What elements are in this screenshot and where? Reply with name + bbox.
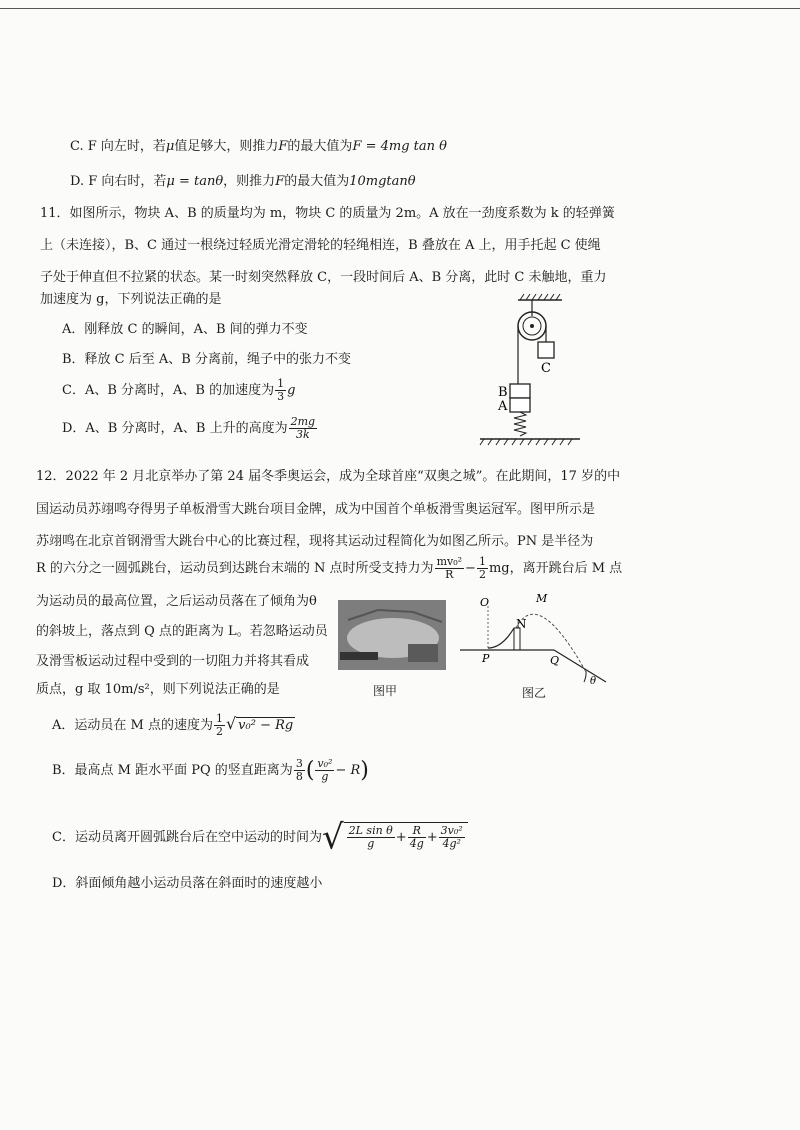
- figure-yi-caption: 图乙: [522, 686, 547, 700]
- q12-option-b: B．最高点 M 距水平面 PQ 的竖直距离为 $\frac{3}{8}$ ( $\frac{\text{v₀²}}{g}$ − R): [52, 757, 369, 783]
- ski-jump-photo-art: [338, 600, 446, 670]
- q12-option-a: A．运动员在 M 点的速度为 $\frac{1}{2}$ √ v₀² − Rg: [52, 712, 294, 738]
- theta-arc: [584, 671, 586, 682]
- slope: [554, 650, 606, 682]
- spring: [514, 412, 526, 436]
- ground-hatch: [480, 439, 572, 445]
- q12-stem-line-3: 苏翊鸣在北京首钢滑雪大跳台中心的比赛过程，现将其运动过程简化为如图乙所示。PN 是半径为: [36, 534, 594, 549]
- figure-jia-caption: 图甲: [373, 684, 398, 698]
- fraction: $\frac{1}{2}$: [478, 555, 486, 581]
- q11-option-c: C．A、B 分离时，A、B 的加速度为 $\frac{1}{3}$ g: [62, 377, 296, 403]
- q10-option-c: C. F 向左时，若μ值足够大，则推力F的最大值为F = 4mg tan θ: [70, 139, 447, 154]
- jump-platform: [514, 628, 520, 650]
- q11-option-d: D．A、B 分离时，A、B 上升的高度为 $\frac{2mg}{3k}$: [62, 415, 316, 441]
- fraction: $\frac{\text{mv₀²}}{R}$: [436, 555, 463, 581]
- q12-option-d: D．斜面倾角越小运动员落在斜面时的速度越小: [52, 876, 323, 891]
- fraction: $\frac{\text{2L sin θ}}{g}$: [348, 824, 393, 850]
- q12-stem-line-6: 的斜坡上，落点到 Q 点的距离为 L。若忽略运动员: [36, 624, 328, 639]
- q11-stem-line-1: 11．如图所示，物块 A、B 的质量均为 m，物块 C 的质量为 2m。A 放在一劲度系数为 k 的轻弹簧: [40, 206, 615, 221]
- q11-stem-line-3: 子处于伸直但不拉紧的状态。某一时刻突然释放 C，一段时间后 A、B 分离，此时 C 未触地，重力: [40, 270, 607, 285]
- label-b: B: [498, 385, 508, 400]
- block-b: [510, 384, 530, 398]
- fraction: $\frac{\text{3v₀²}}{\text{4g²}}$: [440, 824, 463, 850]
- q12-option-c: C．运动员离开圆弧跳台后在空中运动的时间为√ $\frac{\text{2L sin θ}}{g}$ + $\frac{R}{4g}$ + $\frac{\text{3v₀²}}{\text{4g²}}$: [52, 822, 468, 853]
- label-p: P: [482, 652, 490, 665]
- q12-stem-line-1: 12．2022 年 2 月北京举办了第 24 届冬季奥运会，成为全球首座“双奥之城”。在此期间，17 岁的中: [36, 469, 621, 484]
- label-c: C: [541, 361, 551, 376]
- fraction: $\frac{2mg}{3k}$: [290, 415, 316, 441]
- page-top-border: [0, 8, 800, 9]
- fraction: $\frac{\text{v₀²}}{g}$: [317, 757, 333, 783]
- q11-stem-line-2: 上（未连接），B、C 通过一根绕过轻质光滑定滑轮的轻绳相连，B 叠放在 A 上，用手托起 C 使绳: [40, 238, 601, 253]
- pulley-axle: [530, 324, 534, 328]
- q12-stem-line-2: 国运动员苏翊鸣夺得男子单板滑雪大跳台项目金牌，成为中国首个单板滑雪奥运冠军。图甲所示是: [36, 502, 596, 517]
- q11-option-b: B．释放 C 后至 A、B 分离前，绳子中的张力不变: [62, 352, 351, 367]
- fraction: $\frac{R}{4g}$: [409, 824, 424, 850]
- q11-stem-line-4: 加速度为 g，下列说法正确的是: [40, 292, 222, 307]
- q10-option-d: D. F 向右时，若μ = tanθ，则推力F的最大值为10mgtanθ: [70, 174, 416, 189]
- block-c: [538, 342, 554, 358]
- label-theta: θ: [590, 676, 597, 687]
- arc-pn: [488, 628, 514, 648]
- q11-option-a: A．刚释放 C 的瞬间，A、B 间的弹力不变: [62, 322, 308, 337]
- q12-stem-line-8: 质点，g 取 10m/s²，则下列说法正确的是: [36, 682, 280, 697]
- label-o: O: [480, 596, 490, 609]
- trajectory-diagram: [458, 592, 608, 688]
- ceiling-hatch: [520, 294, 560, 300]
- q11-pulley-figure: [470, 292, 590, 452]
- label-q: Q: [550, 654, 560, 667]
- q12-stem-line-5: 为运动员的最高位置，之后运动员落在了倾角为θ: [36, 594, 317, 609]
- label-m: M: [536, 592, 548, 605]
- label-a: A: [498, 399, 508, 414]
- fraction: $\frac{1}{2}$: [215, 712, 223, 738]
- fraction: $\frac{1}{3}$: [277, 377, 285, 403]
- q12-stem-line-7: 及滑雪板运动过程中受到的一切阻力并将其看成: [36, 654, 310, 669]
- block-a: [510, 398, 530, 412]
- q12-stem-line-4: R 的六分之一圆弧跳台，运动员到达跳台末端的 N 点时所受支持力为 $\frac{\text{mv₀²}}{R}$ − $\frac{1}{2}$ mg，离开跳台后 M 点: [36, 555, 623, 581]
- ski-jump-photo: [338, 600, 446, 670]
- label-n: N: [516, 617, 527, 631]
- fraction: $\frac{3}{8}$: [295, 757, 303, 783]
